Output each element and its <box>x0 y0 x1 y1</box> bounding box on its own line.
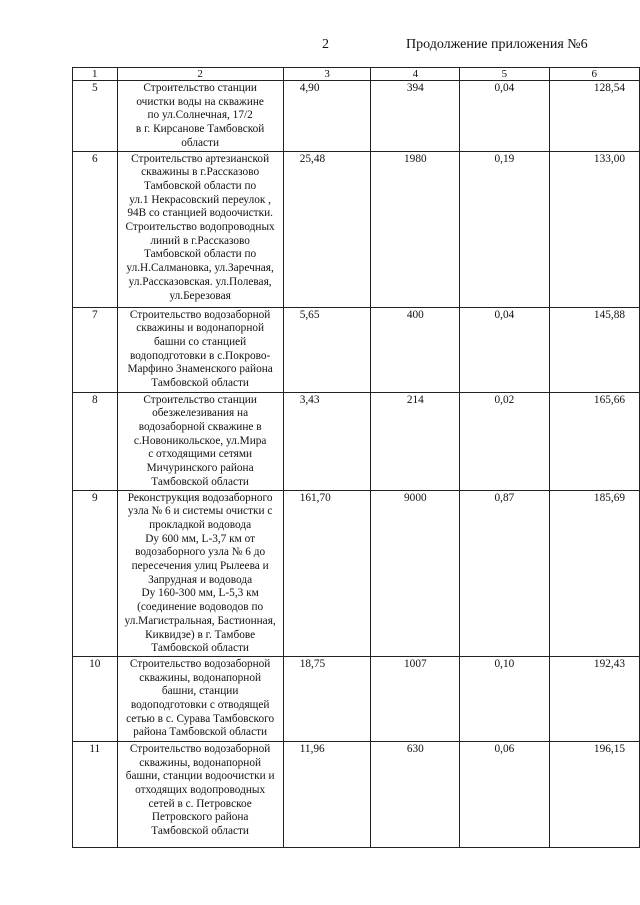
description-line: скважины, водонапорной <box>139 671 262 684</box>
col4-value-cell: 1007 <box>371 656 460 741</box>
col5-value-cell: 0,19 <box>460 151 549 307</box>
table-row <box>73 151 640 307</box>
description-line: пересечения улиц Рылеева и <box>131 560 269 573</box>
table-body <box>73 81 640 848</box>
col6-value-cell: 133,00 <box>549 151 639 307</box>
col5-value-cell: 0,87 <box>460 490 549 656</box>
description-line: сетей в с. Петровское <box>148 797 252 810</box>
description-line: скважины и водонапорной <box>136 322 265 335</box>
description-line: ул.Н.Салмановка, ул.Заречная, <box>126 262 274 275</box>
col4-value-cell: 214 <box>371 392 460 490</box>
description-line: Тамбовской области по <box>144 179 257 192</box>
description-line: Тамбовской области <box>151 475 249 488</box>
col3-value-cell: 11,96 <box>283 741 371 847</box>
col6-value-cell: 192,43 <box>549 656 639 741</box>
col6-value-cell: 196,15 <box>549 741 639 847</box>
column-header: 4 <box>371 68 460 81</box>
description-line: линий в г.Рассказово <box>150 234 250 247</box>
col5-value-cell: 0,04 <box>460 307 549 392</box>
column-number-row <box>73 68 640 81</box>
col3-value-cell: 18,75 <box>283 656 371 741</box>
description-line: ул.Березовая <box>169 289 231 302</box>
description-line: скважины, водонапорной <box>139 756 262 769</box>
description-line: обезжелезивания на <box>152 407 249 420</box>
object-description-cell <box>117 392 283 490</box>
description-line: Строительство водозаборной <box>129 308 271 321</box>
col5-value-cell: 0,06 <box>460 741 549 847</box>
table-row <box>73 307 640 392</box>
description-line: Строительство станции <box>143 82 257 94</box>
column-header: 2 <box>117 68 283 81</box>
description-line: области <box>181 136 220 149</box>
row-number-cell: 7 <box>73 307 118 392</box>
col4-value-cell: 394 <box>371 81 460 152</box>
description-line: очистки воды на скважине <box>136 95 264 108</box>
col5-value-cell: 0,02 <box>460 392 549 490</box>
description-line: по ул.Солнечная, 17/2 <box>147 109 253 122</box>
description-line: Dy 600 мм, L-3,7 км от <box>145 532 256 545</box>
table-row <box>73 81 640 152</box>
description-line: ул.Магистральная, Бастионная, <box>124 614 276 627</box>
description-line: Тамбовской области <box>151 642 249 655</box>
col4-value-cell: 630 <box>371 741 460 847</box>
col5-value-cell: 0,04 <box>460 81 549 152</box>
table-row <box>73 392 640 490</box>
col6-value-cell: 145,88 <box>549 307 639 392</box>
description-line: Мичуринского района <box>146 462 254 475</box>
object-description-cell <box>117 741 283 847</box>
description-line: района Тамбовской области <box>133 726 268 739</box>
description-line: водозаборной скважине в <box>138 420 262 433</box>
col5-value-cell: 0,10 <box>460 656 549 741</box>
description-line: Тамбовской области <box>151 377 249 390</box>
column-header: 3 <box>283 68 371 81</box>
row-number-cell: 9 <box>73 490 118 656</box>
description-line: Строительство водозаборной <box>129 657 271 670</box>
description-line: водоподготовки с отводящей <box>130 699 270 712</box>
description-line: Петровского района <box>151 811 249 824</box>
description-line: Запрудная и водовода <box>148 573 253 586</box>
description-line: с отходящими сетями <box>148 448 253 461</box>
description-line: прокладкой водовода <box>149 518 252 531</box>
row-number-cell: 5 <box>73 81 118 152</box>
objects-table <box>72 67 640 848</box>
description-line: водозаборного узла № 6 до <box>135 546 266 559</box>
table-row <box>73 741 640 847</box>
description-line: узла № 6 и системы очистки с <box>127 505 273 518</box>
col3-value-cell: 4,90 <box>283 81 371 152</box>
object-description-cell <box>117 490 283 656</box>
description-line: водоподготовки в с.Покрово- <box>129 349 271 362</box>
description-line: Тамбовской области <box>151 825 249 838</box>
object-description-cell <box>117 307 283 392</box>
table-row <box>73 656 640 741</box>
description-line: башни, станции <box>161 685 239 698</box>
description-line: сетью в с. Сурава Тамбовского <box>126 712 275 725</box>
description-line: Тамбовской области по <box>144 248 257 261</box>
description-line: Реконструкция водозаборного <box>127 491 273 504</box>
description-line: (соединение водоводов по <box>137 601 264 614</box>
column-header: 5 <box>460 68 549 81</box>
page-number: 2 <box>322 37 329 52</box>
col3-value-cell: 25,48 <box>283 151 371 307</box>
description-line: Dy 160-300 мм, L-5,3 км <box>141 587 259 600</box>
description-line: скважины в г.Рассказово <box>141 166 260 179</box>
description-line: Строительство станции <box>143 393 257 406</box>
object-description-cell <box>117 151 283 307</box>
description-line: ул.1 Некрасовский переулок , <box>129 193 272 206</box>
continuation-header: Продолжение приложения №6 <box>406 37 588 52</box>
description-line: в г. Кирсанове Тамбовской <box>135 123 265 136</box>
col6-value-cell: 185,69 <box>549 490 639 656</box>
col6-value-cell: 128,54 <box>549 81 639 152</box>
description-line: отходящих водопроводных <box>135 784 266 797</box>
description-line: ул.Рассказовская. ул.Полевая, <box>128 275 272 288</box>
description-line: Киквидзе) в г. Тамбове <box>145 628 256 641</box>
description-line: Строительство артезианской <box>131 152 270 165</box>
column-header: 1 <box>73 68 118 81</box>
col3-value-cell: 5,65 <box>283 307 371 392</box>
row-number-cell: 6 <box>73 151 118 307</box>
description-line: башни, станции водоочистки и <box>125 770 275 783</box>
col4-value-cell: 400 <box>371 307 460 392</box>
description-line: Строительство водопроводных <box>125 221 275 234</box>
column-header: 6 <box>549 68 639 81</box>
col3-value-cell: 3,43 <box>283 392 371 490</box>
object-description-cell <box>117 81 283 152</box>
col6-value-cell: 165,66 <box>549 392 639 490</box>
col4-value-cell: 9000 <box>371 490 460 656</box>
row-number-cell: 10 <box>73 656 118 741</box>
table-row <box>73 490 640 656</box>
description-line: башни со станцией <box>154 335 247 348</box>
col3-value-cell: 161,70 <box>283 490 371 656</box>
row-number-cell: 11 <box>73 741 118 847</box>
description-line: Марфино Знаменского района <box>127 363 273 376</box>
row-number-cell: 8 <box>73 392 118 490</box>
description-line: с.Новоникольское, ул.Мира <box>133 434 267 447</box>
object-description-cell <box>117 656 283 741</box>
col4-value-cell: 1980 <box>371 151 460 307</box>
description-line: Строительство водозаборной <box>129 742 271 755</box>
description-line: 94В со станцией водоочистки. <box>127 207 273 220</box>
